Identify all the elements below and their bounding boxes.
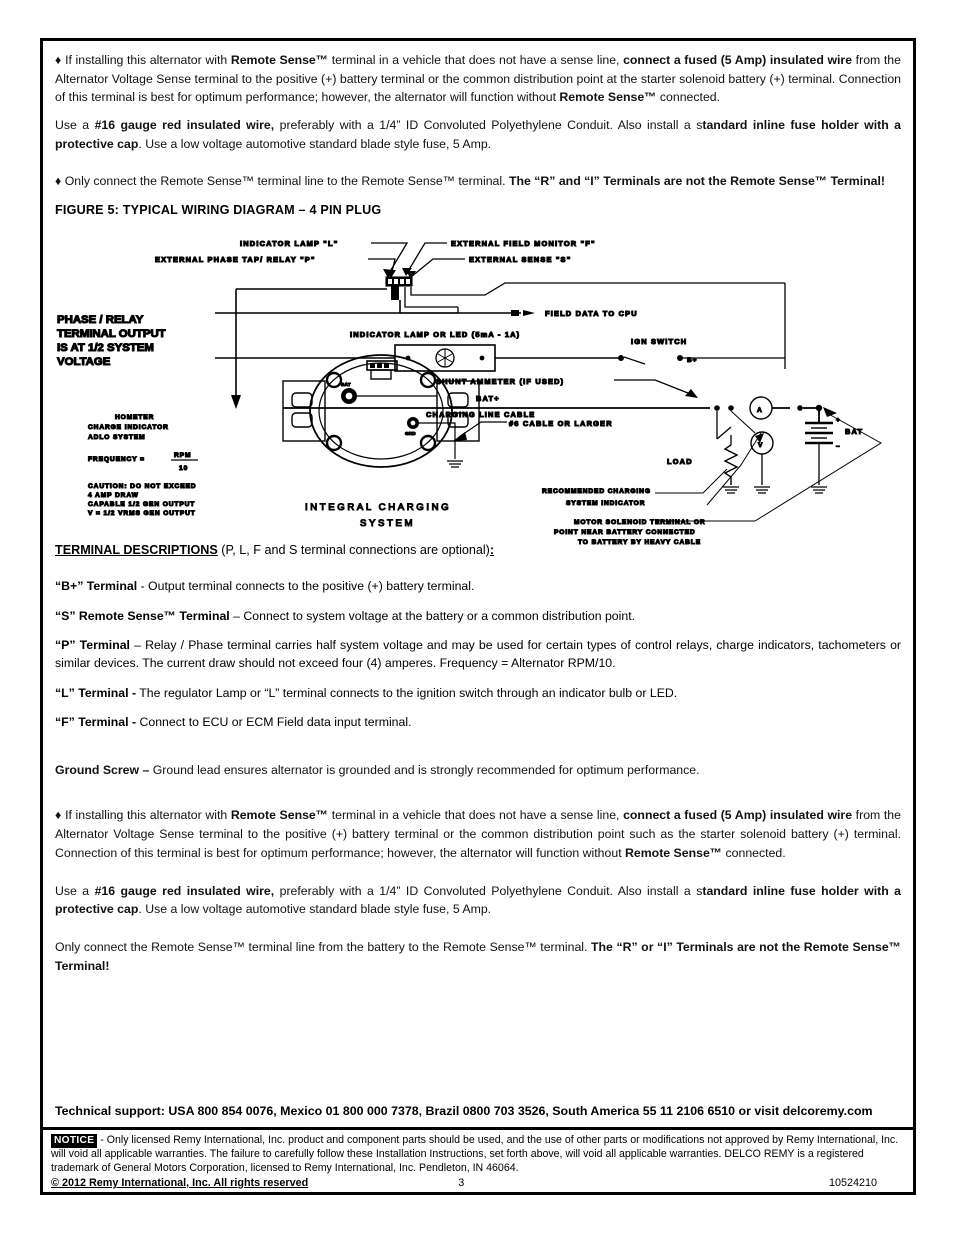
label-frequency-numerator: RPM [174, 452, 192, 460]
paragraph-only-connect-repeat: Only connect the Remote Sense™ terminal line from the battery to the Remote Sense™ terminal. The “R” or “I” Terminals are not the Remote Sense™ Terminal! [55, 939, 901, 973]
label-external-field-monitor: EXTERNAL FIELD MONITOR "F" [451, 239, 596, 249]
label-load: LOAD [667, 457, 693, 467]
label-frequency: FREQUENCY = [88, 456, 145, 464]
document-page [40, 38, 916, 1195]
terminal-item-l: “L” Terminal - The regulator Lamp or “L” terminal connects to the ignition switch through an indicator bulb or LED. [55, 685, 678, 700]
document-number: 10524210 [828, 1177, 877, 1189]
notice-box [40, 1127, 916, 1195]
terminal-descriptions-heading [55, 543, 901, 557]
intro-paragraphs [55, 51, 901, 191]
label-caution-3: CAPABLE 1/2 GEN OUTPUT [88, 501, 196, 509]
label-system: SYSTEM [360, 518, 416, 530]
page-content [43, 41, 913, 975]
notice-text-line [51, 1134, 905, 1176]
label-charging-line-cable: CHARGING LINE CABLE [426, 410, 536, 420]
spacer [55, 928, 901, 938]
paragraph-remote-sense-intro: ♦ If installing this alternator with Remote Sense™ terminal in a vehicle that does not have a sense line, connect a fused (5 Amp) insulated wire from the Alternator Voltage Sense terminal to the positive (+) battery terminal or the common distribution point at the starter solenoid battery (+) terminal. Connection of this terminal is best for optimum performance; however, the alternator will function without Remote Sense™ connected. [55, 53, 901, 105]
label-frequency-denominator: 10 [179, 465, 189, 473]
label-motor-solenoid-2: POINT NEAR BATTERY CONNECTED [554, 529, 696, 537]
page-number: 3 [458, 1177, 465, 1189]
left-note-line-2: TERMINAL OUTPUT [57, 328, 166, 341]
terminal-item-s: “S” Remote Sense™ Terminal – Connect to system voltage at the battery or a common distribution point. [55, 608, 636, 623]
label-tach-line-1: HOMETER [115, 414, 155, 422]
alt-bat-terminal-label: BAT [341, 382, 351, 388]
paragraph-wire-gauge: Use a #16 gauge red insulated wire, preferably with a 1/4” ID Convoluted Polyethylene Conduit. Also install a standard inline fuse holder with a protective cap. Use a low voltage automotive standard blade style fuse, 5 Amp. [55, 118, 901, 151]
left-note-line-3: IS AT 1/2 SYSTEM [57, 342, 154, 355]
battery-negative-sign: – [836, 443, 841, 451]
label-caution-2: 4 AMP DRAW [88, 492, 139, 500]
terminal-list [55, 577, 901, 732]
terminal-item-p: “P” Terminal – Relay / Phase terminal carries half system voltage and may be used for certain types of control relays, charge indicators, tachometers or similar devices. The current draw should not exceed four (4) amperes. Frequency = Alternator RPM/10. [55, 638, 902, 671]
alt-grd-terminal-label: GRD [405, 431, 416, 437]
spacer [55, 788, 901, 806]
spacer [55, 872, 901, 882]
label-caution-1: CAUTION: DO NOT EXCEED [88, 483, 197, 491]
label-field-data-to-cpu: FIELD DATA TO CPU [545, 309, 638, 319]
label-bat: BAT [845, 427, 864, 437]
notice-badge: NOTICE [51, 1134, 97, 1147]
label-tach-line-2: CHARGE INDICATOR [88, 424, 169, 432]
label-recommended-charging-1: RECOMMENDED CHARGING [542, 488, 651, 496]
label-external-phase-tap: EXTERNAL PHASE TAP/ RELAY "P" [155, 255, 316, 265]
terminal-descriptions-title: TERMINAL DESCRIPTIONS [55, 543, 218, 558]
label-integral-charging: INTEGRAL CHARGING [305, 502, 452, 514]
terminal-item-bplus: “B+” Terminal - Output terminal connects to the positive (+) battery terminal. [55, 579, 475, 594]
paragraph-only-connect: ♦ Only connect the Remote Sense™ terminal line to the Remote Sense™ terminal. The “R” and “I” Terminals are not the Remote Sense™ Terminal! [55, 174, 886, 189]
notice-footer-row [51, 1177, 905, 1189]
label-motor-solenoid-1: MOTOR SOLENOID TERMINAL OR [574, 519, 706, 527]
terminal-item-f: “F” Terminal - Connect to ECU or ECM Field data input terminal. [55, 715, 412, 730]
label-ign-switch: IGN SWITCH [631, 337, 688, 347]
label-tach-line-3: ADLO SYSTEM [88, 434, 146, 442]
figure-5-title: FIGURE 5: TYPICAL WIRING DIAGRAM – 4 PIN PLUG [55, 203, 382, 218]
paragraph-ground-screw: Ground Screw – Ground lead ensures alternator is grounded and is strongly recommended for optimum performance. [55, 762, 700, 777]
label-indicator-lamp-l: INDICATOR LAMP "L" [240, 239, 339, 249]
terminal-descriptions-colon: : [489, 543, 495, 558]
label-shunt-ammeter: SHUNT AMMETER (IF USED) [436, 377, 565, 387]
left-note-line-4: VOLTAGE [57, 356, 111, 369]
copyright-text: © 2012 Remy International, Inc. All rights reserved [51, 1177, 309, 1189]
label-indicator-lamp-or-led: INDICATOR LAMP OR LED (5mA - 1A) [350, 330, 521, 340]
label-external-sense: EXTERNAL SENSE "S" [469, 255, 572, 265]
ammeter-symbol: A [757, 407, 763, 415]
wiring-diagram [55, 221, 907, 547]
terminal-descriptions-note: (P, L, F and S terminal connections are optional) [217, 543, 490, 558]
battery-positive-sign: + [836, 417, 841, 425]
voltmeter-symbol: V [758, 442, 764, 450]
paragraph-wire-gauge-repeat: Use a #16 gauge red insulated wire, preferably with a 1/4” ID Convoluted Polyethylene Conduit. Also install a standard inline fuse holder with a protective cap. Use a low voltage automotive standard blade style fuse, 5 Amp. [55, 883, 901, 917]
paragraph-remote-sense-repeat: ♦ If installing this alternator with Remote Sense™ terminal in a vehicle that does not have a sense line, connect a fused (5 Amp) insulated wire from the Alternator Voltage Sense terminal to the positive (+) battery terminal or the common distribution point such as the starter solenoid battery (+) terminal. Connection of this terminal is best for optimum performance; however, the alternator will function without Remote Sense™ connected. [55, 808, 901, 860]
label-recommended-charging-2: SYSTEM INDICATOR [566, 500, 646, 508]
label-b-plus: B+ [687, 357, 698, 365]
label-motor-solenoid-3: TO BATTERY BY HEAVY CABLE [578, 539, 702, 547]
spacer [55, 743, 901, 761]
label-caution-4: V = 1/2 VRMS GEN OUTPUT [88, 510, 196, 518]
label-6-cable-or-larger: #6 CABLE OR LARGER [509, 419, 613, 429]
left-note-line-1: PHASE / RELAY [57, 314, 144, 327]
spacer [55, 162, 901, 172]
technical-support-line: Technical support: USA 800 854 0076, Mexico 01 800 000 7378, Brazil 0800 703 3526, South America 55 11 2106 6510 or visit delcoremy.com [55, 1104, 873, 1118]
label-bat-plus: BAT+ [476, 394, 500, 404]
notice-body: - Only licensed Remy International, Inc. product and component parts should be used, and the use of other parts or modifications not approved by Remy International, Inc. will void all applicable warranties. The failure to carefully follow these Installation Instructions, set forth above, will void all applicable warranties. DELCO REMY is a registered trademark of General Motors Corporation, licensed to Remy International, Inc. Pendleton, IN 46064. [51, 1134, 899, 1175]
